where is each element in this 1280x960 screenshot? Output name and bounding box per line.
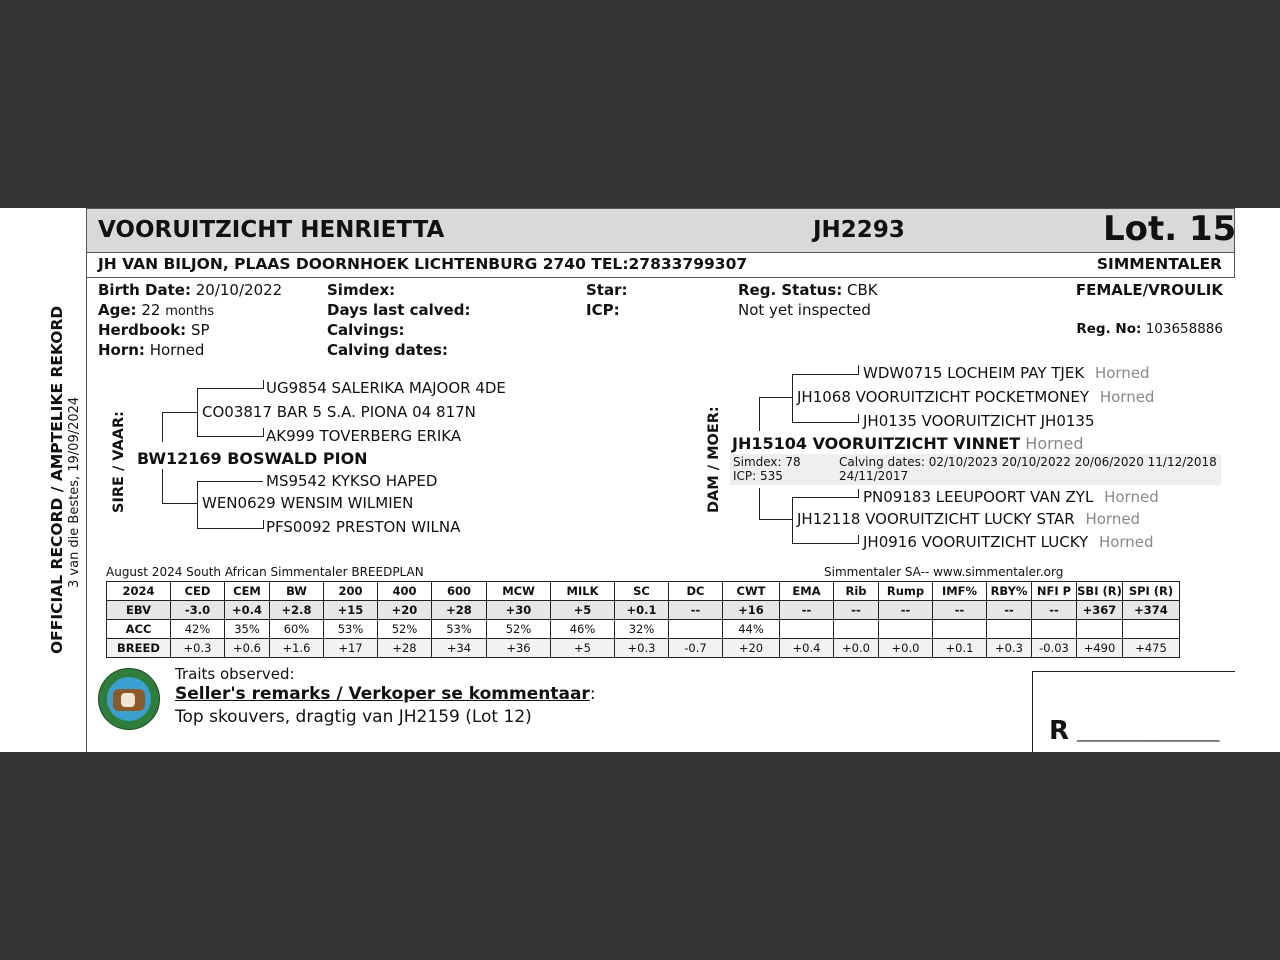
ebv-cell: -- [933,601,987,620]
dam-sire-sire [863,364,1150,382]
dam-sire-sire-text: WDW0715 LOCHEIM PAY TJEK [863,364,1085,382]
sire-tree-line [263,380,264,389]
dam-side-label: DAM / MOER: [706,406,722,513]
ebv-cell: +367 [1077,601,1123,620]
acc-cell [933,620,987,639]
acc-cell [669,620,723,639]
dam-sire-horn: Horned [1099,388,1155,406]
age-label: Age: [98,301,137,319]
dam-dam [797,510,1140,528]
owner-details: JH VAN BILJON, PLAAS DOORNHOEK LICHTENBURG 2740 TEL:27833799307 [98,255,748,273]
ebv-header-cell: CWT [723,582,780,601]
breed-avg-row [107,639,1180,658]
ebv-header-cell: Rib [834,582,879,601]
sire-dam-sire: MS9542 KYKSO HAPED [266,472,438,490]
traits-observed-label: Traits observed: [175,665,295,683]
ebv-header-cell: 400 [378,582,432,601]
seller-remarks-heading [175,684,596,704]
acc-cell [987,620,1032,639]
ebv-cell: EBV [107,601,171,620]
sire-tree-line [197,388,263,389]
breedplan-website: Simmentaler SA-- www.simmentaler.org [824,565,1064,579]
acc-cell: 52% [378,620,432,639]
dam-tree-line [858,365,859,375]
price-input-line[interactable]: ___________________ [1077,724,1220,742]
sire-dam: WEN0629 WENSIM WILMIEN [202,494,414,512]
dam-tree-line [858,414,859,423]
ebv-row [107,601,1180,620]
breed-avg-cell: -0.03 [1032,639,1077,658]
reg-no [1076,321,1223,337]
sire-dam-dam: PFS0092 PRESTON WILNA [266,518,461,536]
age-value: 22 [141,301,161,319]
ebv-header-cell: BW [270,582,324,601]
ebv-cell: -- [669,601,723,620]
ebv-header-cell: 2024 [107,582,171,601]
breed-avg-cell: +0.1 [933,639,987,658]
breed-avg-cell: +34 [432,639,487,658]
breed-avg-cell: +5 [551,639,615,658]
dam-dam-dam [863,533,1154,551]
breed-avg-cell: BREED [107,639,171,658]
seller-remarks-title: Seller's remarks / Verkoper se kommentaar [175,684,590,704]
ebv-header-cell: SBI (R) [1077,582,1123,601]
sire-sire: CO03817 BAR 5 S.A. PIONA 04 817N [202,403,476,421]
dam-tree-line [792,422,858,423]
dam-calving-dates: Calving dates: 02/10/2023 20/10/2022 20/06/2020 11/12/2018 [839,455,1217,469]
breed-avg-cell: +36 [487,639,551,658]
reg-status-value: CBK [847,281,878,299]
acc-cell: 35% [225,620,270,639]
breed-avg-cell: +0.3 [615,639,669,658]
ebv-header-cell: RBY% [987,582,1032,601]
ebv-header-cell: SC [615,582,669,601]
ebv-header-cell: CED [171,582,225,601]
breed-avg-cell: +1.6 [270,639,324,658]
dam-dam-dam-text: JH0916 VOORUITZICHT LUCKY [863,533,1089,551]
ebv-table [106,581,1180,658]
ebv-cell: -- [987,601,1032,620]
calving-dates-label: Calving dates: [327,341,448,359]
sire-name: BW12169 BOSWALD PION [137,449,368,468]
ebv-cell: -- [879,601,933,620]
breed-avg-cell: +0.3 [987,639,1032,658]
dam-dam-sire [863,488,1159,506]
dam-tree-line [858,535,859,544]
acc-cell [780,620,834,639]
dam-tree-line [759,397,760,431]
breed-avg-cell: -0.7 [669,639,723,658]
birth-date [98,281,282,299]
acc-cell [1032,620,1077,639]
ebv-header-cell: Rump [879,582,933,601]
herdbook-label: Herdbook: [98,321,187,339]
dam-dam-dam-horn: Horned [1098,533,1154,551]
sire-tree-line [197,481,263,482]
sire-tree-line [263,520,264,529]
breed-avg-cell: +0.4 [780,639,834,658]
ebv-header-cell: 200 [324,582,378,601]
horn [98,341,204,359]
ebv-cell: +0.1 [615,601,669,620]
ebv-header-cell: MILK [551,582,615,601]
breed-avg-cell: +0.3 [171,639,225,658]
horn-label: Horn: [98,341,145,359]
sire-tree-line [197,436,263,437]
dam-tree-line [759,519,792,520]
dam-simdex: Simdex: 78 [733,455,801,469]
dam-tree-line [792,374,858,375]
dam-tree-line [759,488,760,519]
ebv-cell: -- [780,601,834,620]
acc-cell: 53% [432,620,487,639]
dam-sire-text: JH1068 VOORUITZICHT POCKETMONEY [797,388,1090,406]
ebv-cell: +20 [378,601,432,620]
breed-avg-cell: +475 [1123,639,1180,658]
dam-tree-line [792,497,793,543]
owner-bar [87,252,1235,278]
reg-no-label: Reg. No: [1076,321,1142,337]
icp-label: ICP: [586,301,620,319]
header-bar [87,208,1235,253]
sire-tree-line [263,428,264,437]
auction-subtitle: 3 van die Bestes, 19/09/2024 [67,396,82,588]
lot-number: Lot. 15 [1103,209,1237,249]
breed-avg-cell: +0.0 [879,639,933,658]
ebv-header-cell: DC [669,582,723,601]
dam-horn: Horned [1025,434,1084,453]
breedplan-caption: August 2024 South African Simmentaler BREEDPLAN [106,565,424,579]
acc-cell: 44% [723,620,780,639]
acc-cell: 42% [171,620,225,639]
breed-avg-cell: +0.0 [834,639,879,658]
ebv-cell: +15 [324,601,378,620]
ebv-cell: +28 [432,601,487,620]
sire-side-label: SIRE / VAAR: [111,411,127,513]
birth-date-label: Birth Date: [98,281,191,299]
sire-tree-line [197,388,198,436]
ebv-header-cell: SPI (R) [1123,582,1180,601]
sex-label: FEMALE/VROULIK [1075,281,1223,299]
seller-remarks-colon: : [589,684,596,704]
dam-name-text: JH15104 VOORUITZICHT VINNET [732,434,1021,453]
reg-no-value: 103658886 [1145,321,1223,337]
animal-id: JH2293 [813,217,905,243]
ebv-cell: +374 [1123,601,1180,620]
acc-cell: 53% [324,620,378,639]
birth-date-value: 20/10/2022 [195,281,283,299]
breed-avg-cell: +17 [324,639,378,658]
ebv-header-cell: CEM [225,582,270,601]
sire-sire-sire: UG9854 SALERIKA MAJOOR 4DE [266,379,506,397]
acc-cell [879,620,933,639]
sire-tree-line [162,412,197,413]
dam-dam-sire-horn: Horned [1104,488,1159,506]
acc-cell [1077,620,1123,639]
breed-avg-cell: +28 [378,639,432,658]
ebv-header-cell: MCW [487,582,551,601]
ebv-header-cell: IMF% [933,582,987,601]
herdbook [98,321,210,339]
dam-dam-sire-text: PN09183 LEEUPOORT VAN ZYL [863,488,1094,506]
official-record-label: OFFICIAL RECORD / AMPTELIKE REKORD [48,305,66,654]
ebv-header-cell: NFI P [1032,582,1077,601]
dam-sire [797,388,1154,406]
sire-tree-line [162,503,197,504]
breed-label: SIMMENTALER [1096,255,1222,273]
animal-name: VOORUITZICHT HENRIETTA [98,217,445,243]
ebv-header-cell: 600 [432,582,487,601]
price-box [1032,671,1235,752]
simdex-label: Simdex: [327,281,396,299]
acc-cell: ACC [107,620,171,639]
seller-remarks-text: Top skouvers, dragtig van JH2159 (Lot 12) [175,707,532,727]
calvings-label: Calvings: [327,321,405,339]
sire-tree-line [162,412,163,442]
ebv-cell: +5 [551,601,615,620]
dam-tree-line [792,543,858,544]
dam-tree-line [792,497,858,498]
price-currency: R [1049,716,1070,746]
dam-icp: ICP: 535 [733,469,783,483]
age-unit: months [165,304,215,319]
ebv-cell: +0.4 [225,601,270,620]
sire-sire-dam: AK999 TOVERBERG ERIKA [266,427,462,445]
acc-cell [834,620,879,639]
herdbook-value: SP [190,321,210,339]
acc-cell: 46% [551,620,615,639]
sire-tree-line [197,528,263,529]
sire-tree-line [197,481,198,528]
acc-cell: 60% [270,620,324,639]
logo-cow-face [121,693,135,707]
breed-avg-cell: +490 [1077,639,1123,658]
dam-tree-line [792,374,793,422]
reg-status-label: Reg. Status: [738,281,843,299]
ebv-header-row [107,582,1180,601]
acc-cell: 52% [487,620,551,639]
ebv-cell: +30 [487,601,551,620]
days-last-calved-label: Days last calved: [327,301,471,319]
dam-name [732,434,1084,453]
horn-value: Horned [149,341,205,359]
lot-card [86,208,1235,752]
age [98,301,214,319]
ebv-cell: -3.0 [171,601,225,620]
dam-sire-dam: JH0135 VOORUITZICHT JH0135 [863,412,1095,430]
dam-sire-sire-horn: Horned [1094,364,1150,382]
ebv-cell: -- [834,601,879,620]
ebv-header-cell: EMA [780,582,834,601]
ebv-cell: -- [1032,601,1077,620]
dam-calving-dates-2: 24/11/2017 [839,469,909,483]
star-label: Star: [586,281,628,299]
dam-tree-line [759,397,792,398]
inspection-status: Not yet inspected [738,301,871,319]
sire-tree-line [162,469,163,503]
acc-cell [1123,620,1180,639]
acc-row [107,620,1180,639]
simmentaler-logo-icon [98,668,160,730]
catalog-sheet [0,208,1280,752]
breed-avg-cell: +0.6 [225,639,270,658]
dam-tree-line [858,489,859,498]
acc-cell: 32% [615,620,669,639]
dam-dam-text: JH12118 VOORUITZICHT LUCKY STAR [797,510,1075,528]
reg-status [738,281,878,299]
ebv-cell: +2.8 [270,601,324,620]
ebv-cell: +16 [723,601,780,620]
dam-dam-horn: Horned [1085,510,1141,528]
breed-avg-cell: +20 [723,639,780,658]
